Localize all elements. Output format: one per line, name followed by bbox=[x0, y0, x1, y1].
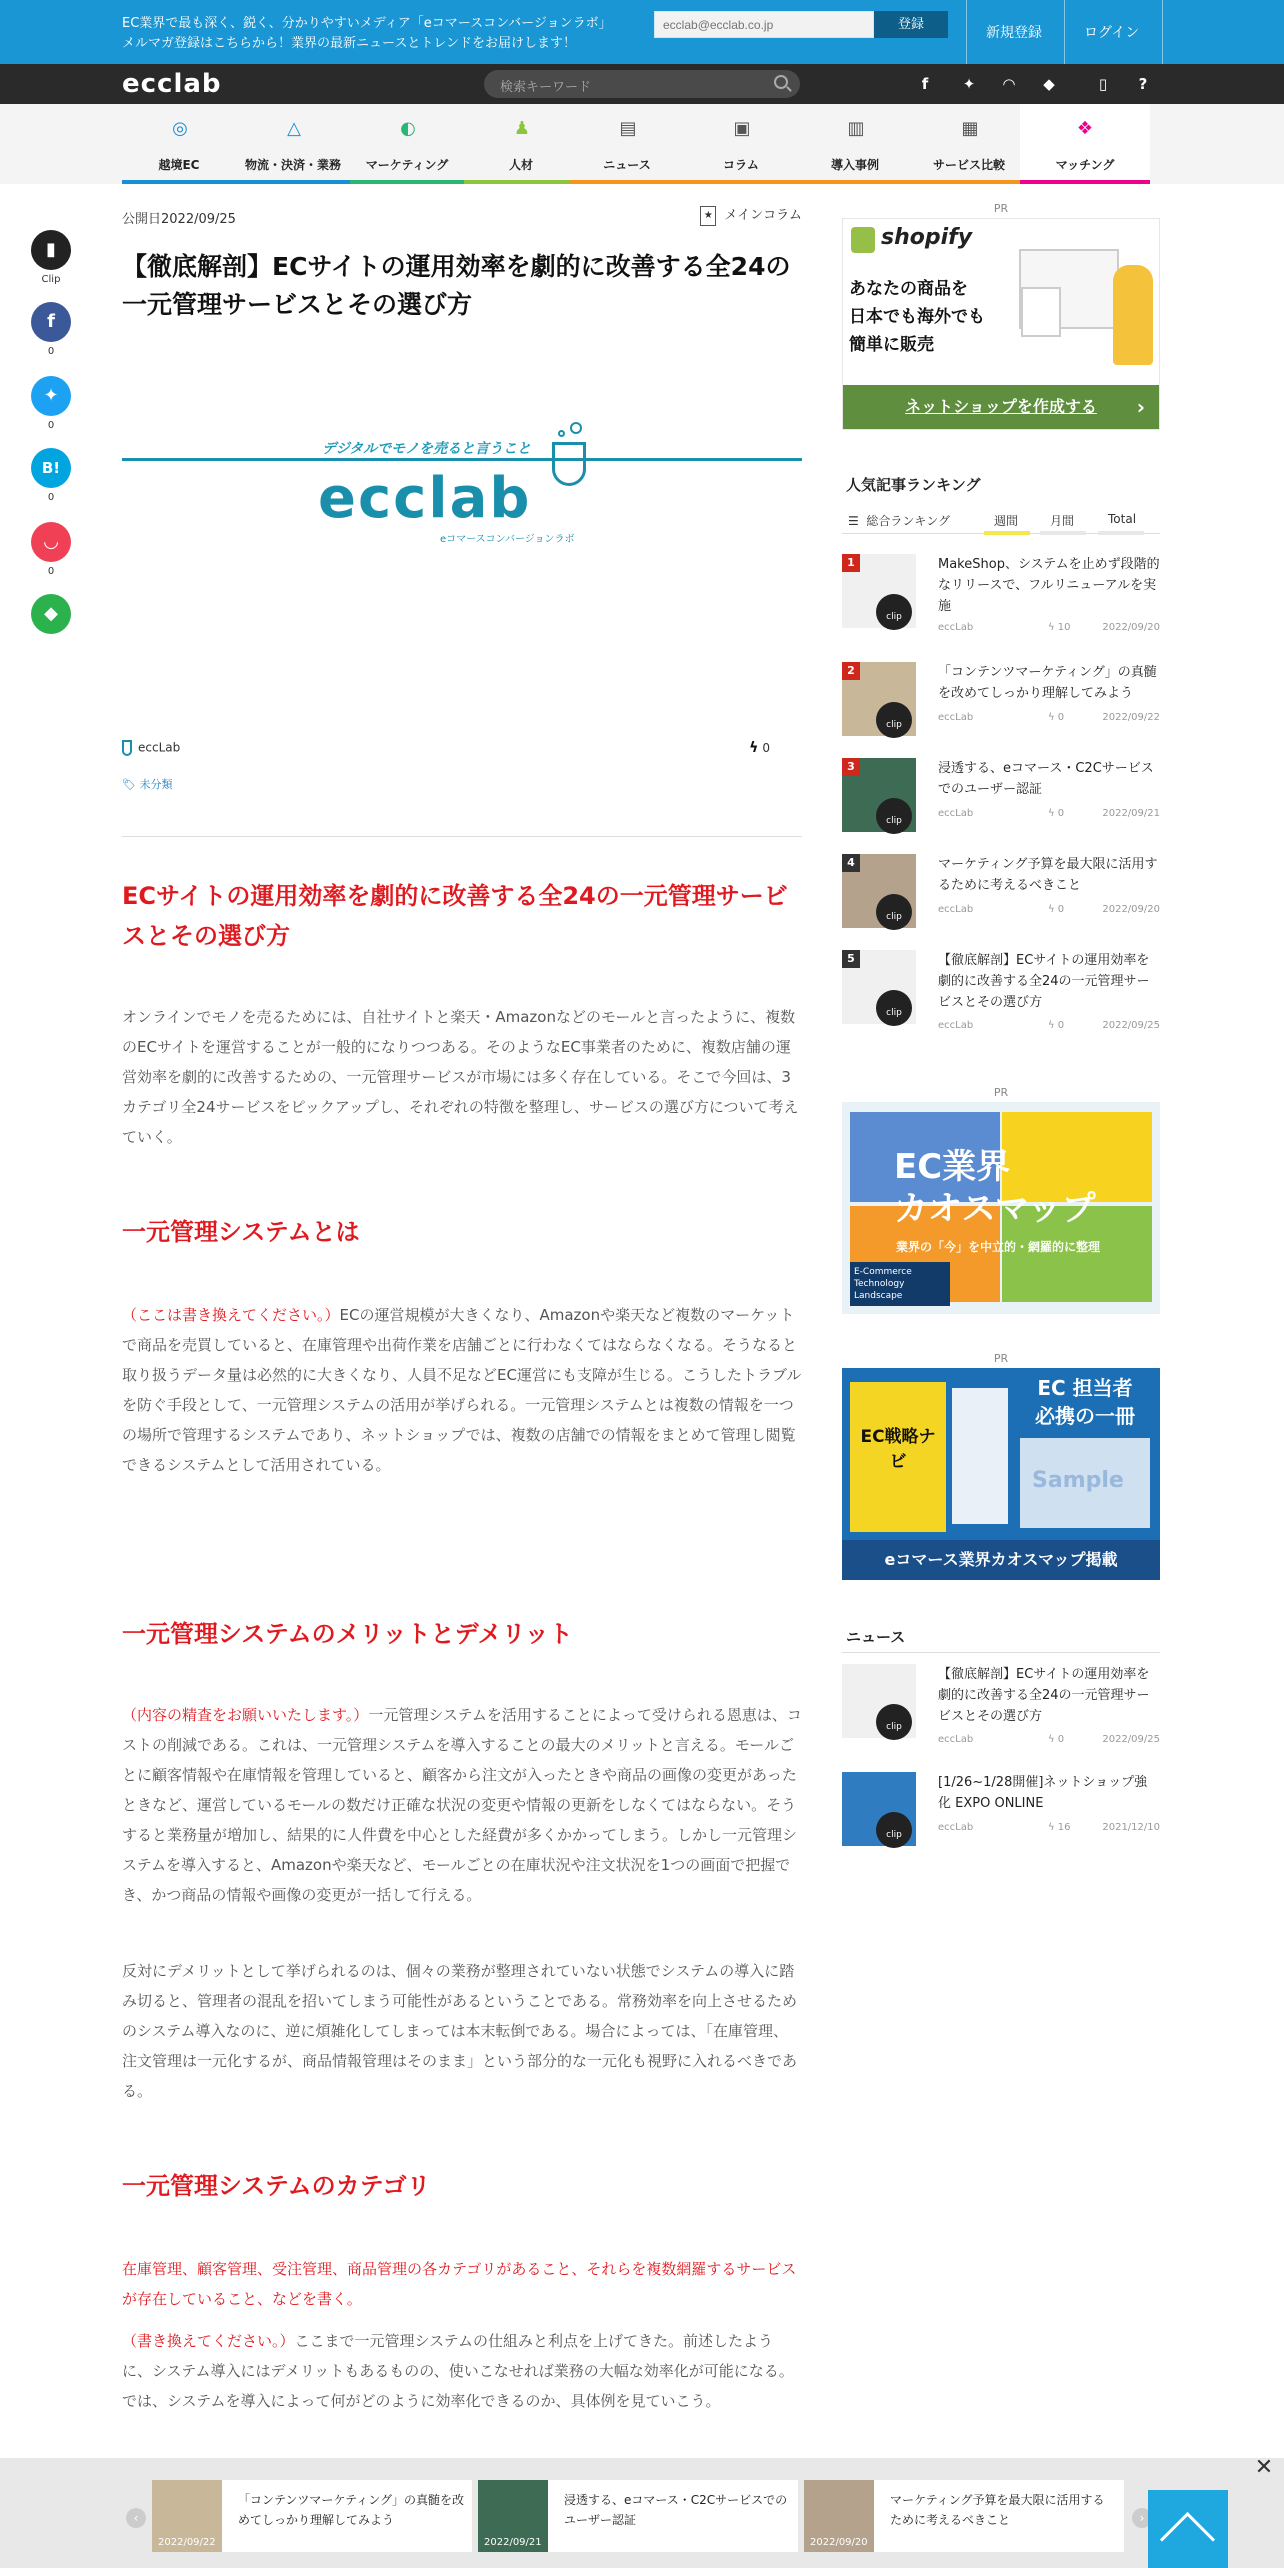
author: eccLab bbox=[938, 1734, 974, 1745]
date: 2022/09/22 bbox=[1102, 712, 1160, 723]
ranking-item-title[interactable]: マーケティング予算を最大限に活用するために考えるべきこと bbox=[938, 857, 1158, 893]
menu-icon: ☰ bbox=[848, 514, 859, 528]
arrow-right-icon: › bbox=[1136, 395, 1145, 419]
date: 2022/09/21 bbox=[1102, 808, 1160, 819]
ranking-item-title[interactable]: MakeShop、システムを止めず段階的なリリースで、フルリニューアルを実施 bbox=[938, 557, 1160, 614]
nav-underline bbox=[122, 180, 236, 184]
paragraph-text: 一元管理システムを活用することによって受けられる恩恵は、コストの削減である。これは、一元管理システムを導入することの最大のメリットと言える。モールごとに顧客情報や在庫情報を管理していると、顧客から注文が入ったときや商品の画像の変更があったときなど、運営しているモールの数だけ正確な状況の変更や情報の更新をしなくてはならない。そうすると業務量が増加し、結果的に人件費を中心とした経費が多くかかってしまう。しかし一元管理システムを導入すると、Amazonや楽天など、モールごとの在庫状況や注文状況を1つの画面で把握でき、かつ商品の情報や画像の変更が一括して行える。 bbox=[122, 1706, 802, 1904]
news-item[interactable] bbox=[842, 1772, 1160, 1854]
newsletter-register-button[interactable]: 登録 bbox=[874, 11, 948, 38]
clip-icon[interactable]: clip bbox=[876, 1812, 912, 1848]
news-item-title[interactable]: 【徹底解剖】ECサイトの運用効率を劇的に改善する全24の一元管理サービスとその選び方 bbox=[938, 1667, 1150, 1724]
share-count: 0 bbox=[47, 420, 55, 431]
rank-number: 4 bbox=[842, 854, 860, 872]
feedly-icon[interactable]: ◆ bbox=[1043, 75, 1055, 93]
clip-count: ϟ 0 bbox=[1048, 808, 1065, 819]
clip-count-value: 0 bbox=[1057, 1020, 1065, 1031]
facebook-icon[interactable]: f bbox=[921, 75, 929, 93]
nav-cat-logistics[interactable] bbox=[236, 104, 350, 184]
case-icon: ▥ bbox=[847, 118, 865, 139]
category-tag[interactable] bbox=[122, 776, 172, 792]
tab-total[interactable]: Total bbox=[1108, 512, 1137, 526]
author: eccLab bbox=[938, 1020, 974, 1031]
tab-weekly[interactable]: 週間 bbox=[994, 514, 1019, 528]
nav-cat-marketing[interactable] bbox=[350, 104, 464, 184]
share-pocket[interactable] bbox=[30, 522, 72, 577]
nav-label: 越境EC bbox=[158, 158, 200, 172]
clip-count-value: 0 bbox=[1057, 808, 1065, 819]
author: eccLab bbox=[938, 622, 974, 633]
twitter-icon[interactable]: ✦ bbox=[962, 75, 976, 93]
tab-indicator-active bbox=[984, 531, 1030, 535]
ad-copy-line: 日本でも海外でも bbox=[849, 307, 985, 327]
pr-label: PR bbox=[993, 202, 1009, 215]
hero-image bbox=[122, 330, 802, 730]
rank-number: 1 bbox=[842, 554, 860, 572]
carousel-thumbnail bbox=[478, 2480, 548, 2552]
book-cover bbox=[850, 1382, 946, 1532]
rss-icon[interactable]: ◠ bbox=[1003, 75, 1015, 93]
section-heading-merit: 一元管理システムのメリットとデメリット bbox=[122, 1620, 573, 1648]
clip-label: Clip bbox=[41, 274, 61, 285]
newsletter-prompt: メルマガ登録はこちらから！業界の最新ニュースとトレンドをお届けします！ bbox=[122, 36, 577, 51]
nav-underline bbox=[798, 180, 912, 184]
bookmark-icon[interactable]: ▯ bbox=[1098, 75, 1108, 93]
ranking-item[interactable] bbox=[842, 758, 1160, 840]
search-icon[interactable] bbox=[774, 75, 788, 89]
close-icon[interactable]: ✕ bbox=[1254, 2455, 1274, 2480]
divider bbox=[842, 1652, 1160, 1653]
news-item-title[interactable]: [1/26~1/28開催]ネットショップ強化 EXPO ONLINE bbox=[938, 1775, 1148, 1811]
clip-count-value: 0 bbox=[1057, 1734, 1065, 1745]
ad-headline-line: カオスマップ bbox=[894, 1189, 1096, 1229]
carousel-thumbnail bbox=[804, 2480, 874, 2552]
ad-badge-line: Technology bbox=[854, 1279, 905, 1289]
ranking-item-meta bbox=[938, 808, 1160, 819]
person-icon: ♟ bbox=[513, 118, 531, 139]
clip-count: ϟ 16 bbox=[1048, 1822, 1071, 1833]
date: 2022/09/25 bbox=[1102, 1020, 1160, 1031]
divider bbox=[122, 836, 802, 837]
nav-cat-compare[interactable] bbox=[912, 104, 1026, 184]
nav-label: マーケティング bbox=[365, 158, 449, 172]
share-facebook[interactable] bbox=[30, 302, 72, 357]
share-twitter[interactable] bbox=[30, 376, 72, 431]
ranking-item-meta bbox=[938, 712, 1160, 723]
carousel-date: 2022/09/21 bbox=[484, 2537, 542, 2548]
nav-label: サービス比較 bbox=[932, 158, 1005, 172]
rank-number: 5 bbox=[842, 950, 860, 968]
clip-icon: ▮ bbox=[31, 230, 71, 270]
ad-footer: eコマース業界カオスマップ掲載 bbox=[842, 1540, 1160, 1580]
ad-headline-line: 必携の一冊 bbox=[1035, 1404, 1135, 1428]
tab-indicator bbox=[1098, 531, 1144, 535]
column-label: メインコラム bbox=[724, 208, 802, 223]
ad-illustration bbox=[1021, 287, 1061, 337]
paragraph-text: ここまで一元管理システムの仕組みと利点を上げてきた。前述したように、システム導入にはデメリットもあるものの、使いこなせれば業務の大幅な効率化が可能になる。では、システムを導入によって何がどのように効率化できるのか、具体例を見ていこう。 bbox=[122, 2332, 794, 2410]
newsletter-email-input[interactable] bbox=[654, 11, 874, 38]
ranking-item[interactable] bbox=[842, 854, 1160, 936]
ranking-item-title[interactable]: 「コンテンツマーケティング」の真髄を改めてしっかり理解してみよう bbox=[938, 665, 1157, 701]
clip-count: ϟ 10 bbox=[1048, 622, 1071, 633]
hero-rule bbox=[122, 458, 802, 461]
ranking-item[interactable] bbox=[842, 950, 1160, 1032]
clip-button[interactable] bbox=[30, 230, 72, 285]
author: eccLab bbox=[938, 1822, 974, 1833]
share-hatena[interactable] bbox=[30, 448, 72, 503]
ad-badge bbox=[850, 1262, 950, 1306]
carousel-title: 浸透する、eコマース・C2Cサービスでのユーザー認証 bbox=[564, 2493, 788, 2527]
section-heading-main: ECサイトの運用効率を劇的に改善する全24の一元管理サービスとその選び方 bbox=[122, 882, 788, 950]
nav-label: ニュース bbox=[603, 158, 651, 172]
news-icon: ▤ bbox=[619, 118, 637, 139]
search-input[interactable] bbox=[484, 70, 800, 98]
carousel-next-button[interactable]: › bbox=[1132, 2508, 1152, 2528]
nav-cat-cross-border[interactable] bbox=[122, 104, 236, 184]
column-icon: ▣ bbox=[733, 118, 751, 139]
carousel-prev-button[interactable]: ‹ bbox=[126, 2508, 146, 2528]
divider bbox=[1162, 0, 1163, 64]
tab-monthly[interactable]: 月間 bbox=[1050, 514, 1075, 528]
ad-copy-line: 簡単に販売 bbox=[849, 335, 934, 355]
ranking-item-title[interactable]: 【徹底解剖】ECサイトの運用効率を劇的に改善する全24の一元管理サービスとその選び方 bbox=[938, 953, 1150, 1010]
ranking-item[interactable] bbox=[842, 554, 1160, 636]
share-count: 0 bbox=[47, 566, 55, 577]
bubble-icon bbox=[570, 422, 582, 434]
nav-cat-hr[interactable] bbox=[464, 104, 578, 184]
back-to-top-button[interactable] bbox=[1148, 2490, 1228, 2568]
intro-paragraph: オンラインでモノを売るためには、自社サイトと楽天・Amazonなどのモールと言ったように、複数のECサイトを運営することが一般的になりつつある。そのようなEC事業者のために、複数店舗の運営効率を劇的に改善するための、一元管理サービスが市場には多く存在している。そこで今回は、3カテゴリ全24サービスをピックアップし、それぞれの特徴を整理し、サービスの選び方について考えていく。 bbox=[122, 1008, 799, 1146]
compare-icon: ▦ bbox=[961, 118, 979, 139]
publish-date: 公開日2022/09/25 bbox=[122, 212, 236, 227]
chaosmap-ad[interactable] bbox=[842, 1102, 1160, 1314]
editor-note: （書き換えてください。） bbox=[122, 2332, 295, 2350]
ad-headline bbox=[894, 1146, 1096, 1230]
clip-count bbox=[749, 740, 770, 756]
news-item-meta bbox=[938, 1734, 1160, 1745]
nav-label: 導入事例 bbox=[830, 158, 879, 172]
ranking-item[interactable] bbox=[842, 662, 1160, 744]
author: eccLab bbox=[938, 712, 974, 723]
feedly-icon: ◆ bbox=[31, 594, 71, 634]
author: eccLab bbox=[938, 808, 974, 819]
clip-count-value: 0 bbox=[1057, 712, 1065, 723]
article-title: 【徹底解剖】ECサイトの運用効率を劇的に改善する全24の一元管理サービスとその選び方 bbox=[122, 252, 791, 319]
related-carousel bbox=[0, 2455, 1284, 2568]
strategy-book-ad[interactable] bbox=[842, 1368, 1160, 1580]
flask-icon bbox=[552, 442, 586, 486]
author-link[interactable] bbox=[122, 740, 180, 756]
nav-underline bbox=[350, 180, 464, 184]
newsletter-message bbox=[122, 14, 612, 54]
clip-icon[interactable]: clip bbox=[876, 1704, 912, 1740]
nav-label: 人材 bbox=[508, 158, 533, 172]
hero-logo-sub: eコマースコンバージョンラボ bbox=[440, 534, 575, 545]
sample-watermark: Sample bbox=[1032, 1468, 1124, 1493]
ad-copy bbox=[849, 275, 985, 359]
nav-label: マッチング bbox=[1055, 158, 1115, 172]
shopify-ad[interactable] bbox=[842, 218, 1160, 430]
editor-note: （ここは書き換えてください。） bbox=[122, 1306, 340, 1324]
nav-underline bbox=[236, 180, 350, 184]
news-title: ニュース bbox=[846, 1628, 906, 1646]
header-bar bbox=[0, 64, 1284, 104]
paragraph-merit bbox=[122, 1700, 802, 1910]
ranking-item-title[interactable]: 浸透する、eコマース・C2Cサービスでのユーザー認証 bbox=[938, 761, 1154, 797]
nav-cat-matching[interactable] bbox=[1020, 104, 1150, 184]
paragraph-category bbox=[122, 2326, 802, 2416]
ranking-item-meta bbox=[938, 622, 1160, 633]
date: 2022/09/20 bbox=[1102, 904, 1160, 915]
hero-tagline: デジタルでモノを売ると言うこと bbox=[322, 441, 532, 457]
date: 2022/09/25 bbox=[1102, 1734, 1160, 1745]
hero-logo: ecclab bbox=[318, 466, 532, 531]
clip-icon[interactable]: clip bbox=[876, 702, 912, 738]
clip-count-value: 16 bbox=[1057, 1822, 1071, 1833]
twitter-icon: ✦ bbox=[31, 376, 71, 416]
clip-icon[interactable]: clip bbox=[876, 990, 912, 1026]
shopify-wordmark: shopify bbox=[881, 225, 973, 250]
paragraph-demerit: 反対にデメリットとして挙げられるのは、個々の業務が整理されていない状態でシステムの導入に踏み切ると、管理者の混乱を招いてしまう可能性があるということである。常務効率を向上させるためのシステム導入なのに、逆に煩雑化してしまっては本末転倒である。場合によっては、「在庫管理、注文管理は一元化するが、商品情報管理はそのまま」という部分的な一元化も視野に入れるべきである。 bbox=[122, 1962, 798, 2100]
paragraph-text: ECの運営規模が大きくなり、Amazonや楽天など複数のマーケットで商品を売買していると、在庫管理や出荷作業を店舗ごとに行わなくてはならなくなる。そうなると取り扱うデータ量は必然的に大きくなり、人員不足などEC運営にも支障が生じる。こうしたトラブルを防ぐ手段として、一元管理システムの活用が挙げられる。一元管理システムとは複数の情報を一つの場所で管理するシステムであり、ネットショップでは、複数の店舗での情報をまとめて管理し閲覧できるシステムとして活用されている。 bbox=[122, 1306, 802, 1474]
carousel-title: 「コンテンツマーケティング」の真髄を改めてしっかり理解してみよう bbox=[238, 2493, 464, 2527]
nav-cat-news[interactable] bbox=[570, 104, 684, 184]
category-nav bbox=[0, 104, 1284, 184]
flask-icon bbox=[122, 740, 132, 756]
clip-count: ϟ 0 bbox=[1048, 1020, 1065, 1031]
top-bar bbox=[0, 0, 1284, 64]
column-icon: ★ bbox=[700, 206, 716, 226]
chart-icon: ◐ bbox=[400, 118, 416, 139]
clip-count-value: 0 bbox=[1057, 904, 1065, 915]
site-logo[interactable]: ecclab bbox=[122, 69, 222, 99]
news-item[interactable] bbox=[842, 1664, 1160, 1746]
pr-label: PR bbox=[993, 1352, 1009, 1365]
news-item-meta bbox=[938, 1822, 1160, 1833]
divider bbox=[1064, 0, 1065, 64]
divider bbox=[966, 0, 967, 64]
clip-count: ϟ 0 bbox=[1048, 1734, 1065, 1745]
carousel-card[interactable] bbox=[478, 2480, 798, 2552]
ad-illustration bbox=[1113, 265, 1153, 365]
date: 2021/12/10 bbox=[1102, 1822, 1160, 1833]
clip-count-value: 10 bbox=[1057, 622, 1071, 633]
clip-icon[interactable]: clip bbox=[876, 798, 912, 834]
share-count: 0 bbox=[47, 346, 55, 357]
share-feedly[interactable] bbox=[30, 594, 72, 634]
rank-number: 3 bbox=[842, 758, 860, 776]
tag-icon: 🏷 bbox=[122, 778, 136, 791]
search-placeholder: 検索キーワード bbox=[500, 80, 592, 95]
ad-headline bbox=[1010, 1374, 1160, 1430]
login-link[interactable]: ログイン bbox=[1084, 25, 1140, 41]
column-badge[interactable] bbox=[700, 204, 802, 226]
tagline: EC業界で最も深く、鋭く、分かりやすいメディア「eコマースコンバージョンラボ」 bbox=[122, 16, 612, 31]
ad-sub: 業界の「今」を中立的・網羅的に整理 bbox=[896, 1240, 1101, 1254]
carousel-card[interactable] bbox=[804, 2480, 1124, 2552]
carousel-date: 2022/09/22 bbox=[158, 2537, 216, 2548]
category-tag-label: 未分類 bbox=[139, 778, 173, 791]
nav-underline bbox=[570, 180, 684, 184]
nav-label: 物流・決済・業務 bbox=[244, 158, 341, 172]
section-heading-category: 一元管理システムのカテゴリ bbox=[122, 2172, 431, 2200]
share-count: 0 bbox=[47, 492, 55, 503]
nav-cat-cases[interactable] bbox=[798, 104, 912, 184]
clip-count: ϟ 0 bbox=[1048, 904, 1065, 915]
help-icon[interactable]: ? bbox=[1138, 75, 1148, 93]
carousel-title: マーケティング予算を最大限に活用するために考えるべきこと bbox=[890, 2493, 1105, 2527]
globe-icon: ◎ bbox=[172, 118, 188, 139]
ranking-item-meta bbox=[938, 1020, 1160, 1031]
editor-instruction: 在庫管理、顧客管理、受注管理、商品管理の各カテゴリがあること、それらを複数網羅するサービスが存在していること、などを書く。 bbox=[122, 2260, 797, 2308]
ranking-title: 人気記事ランキング bbox=[846, 476, 981, 494]
clip-icon[interactable]: clip bbox=[876, 894, 912, 930]
nav-underline bbox=[912, 180, 1026, 184]
tab-label: 総合ランキング bbox=[866, 514, 951, 528]
book-title: EC戦略ナビ bbox=[860, 1427, 936, 1472]
editor-note: （内容の精査をお願いいたします。） bbox=[122, 1706, 369, 1724]
pocket-icon: ◡ bbox=[31, 522, 71, 562]
network-icon: △ bbox=[287, 118, 301, 139]
clip-count: ϟ 0 bbox=[1048, 712, 1065, 723]
create-shop-button[interactable]: ネットショップを作成する bbox=[843, 385, 1159, 429]
author-name: eccLab bbox=[138, 740, 181, 755]
nav-cat-column[interactable] bbox=[684, 104, 798, 184]
date: 2022/09/20 bbox=[1102, 622, 1160, 633]
carousel-card[interactable] bbox=[152, 2480, 472, 2552]
rank-number: 2 bbox=[842, 662, 860, 680]
ad-copy-line: あなたの商品を bbox=[849, 279, 968, 299]
carousel-thumbnail bbox=[152, 2480, 222, 2552]
author: eccLab bbox=[938, 904, 974, 915]
tab-overall[interactable] bbox=[848, 512, 950, 529]
clip-icon[interactable]: clip bbox=[876, 594, 912, 630]
ad-headline-line: EC 担当者 bbox=[1037, 1376, 1133, 1400]
nav-label: コラム bbox=[723, 158, 759, 172]
ad-badge-line: Landscape bbox=[854, 1291, 903, 1301]
heart-icon: ❖ bbox=[1076, 118, 1094, 139]
carousel-date: 2022/09/20 bbox=[810, 2537, 868, 2548]
nav-underline bbox=[684, 180, 798, 184]
ranking-item-meta bbox=[938, 904, 1160, 915]
facebook-icon: f bbox=[31, 302, 71, 342]
ad-badge-line: E-Commerce bbox=[854, 1267, 912, 1277]
nav-underline bbox=[464, 180, 578, 184]
clip-count-value: 0 bbox=[762, 741, 770, 755]
book-page bbox=[952, 1388, 1008, 1524]
hatena-icon: B! bbox=[31, 448, 71, 488]
book-page bbox=[1020, 1438, 1150, 1528]
section-heading-what: 一元管理システムとは bbox=[122, 1218, 360, 1246]
pr-label: PR bbox=[993, 1086, 1009, 1099]
ranking-tabs bbox=[842, 506, 1160, 534]
bubble-icon bbox=[558, 430, 565, 437]
bolt-icon: ϟ bbox=[749, 740, 759, 756]
tab-indicator bbox=[1040, 531, 1086, 535]
nav-underline bbox=[1020, 180, 1150, 184]
shopify-logo bbox=[849, 225, 972, 250]
ad-headline-line: EC業界 bbox=[894, 1147, 1011, 1187]
paragraph-what bbox=[122, 1300, 802, 1480]
signup-link[interactable]: 新規登録 bbox=[986, 25, 1042, 41]
